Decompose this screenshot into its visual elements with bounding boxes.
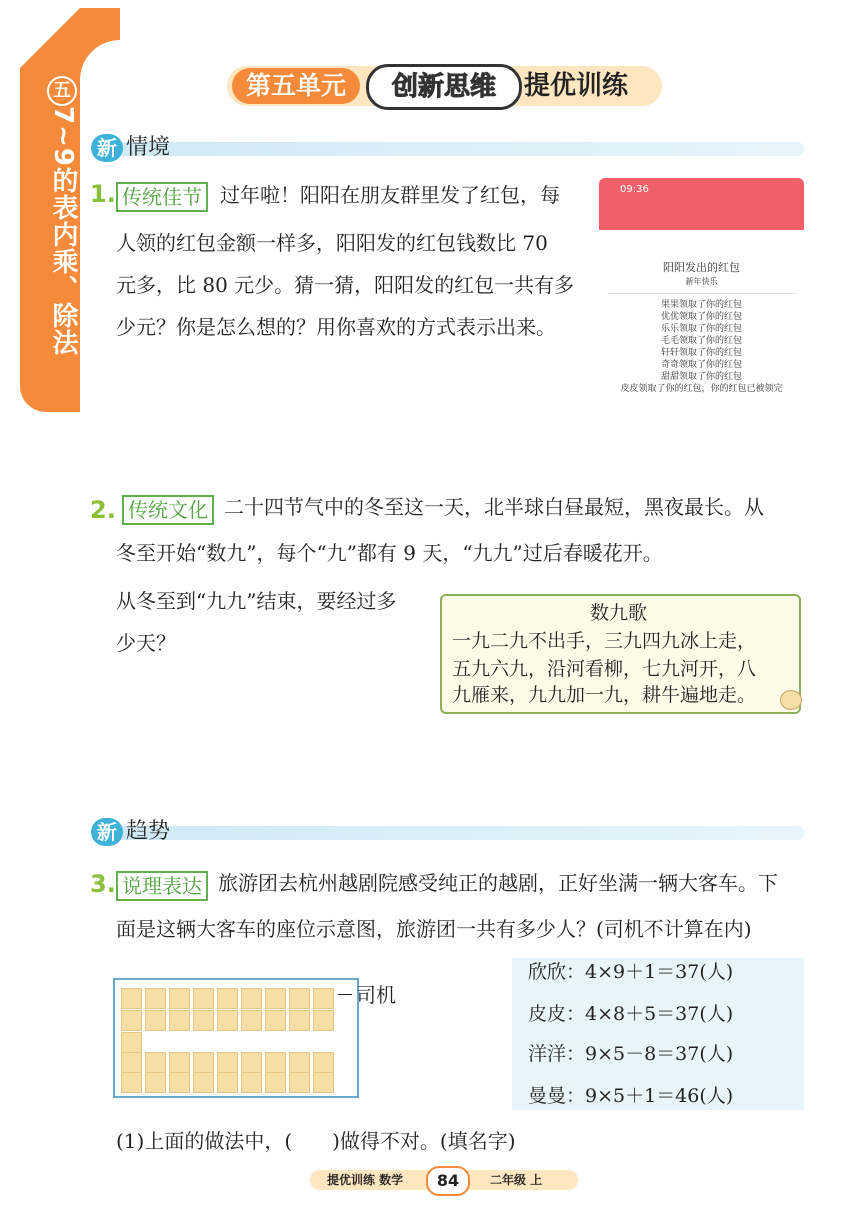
title-training: 提优训练 xyxy=(524,71,629,101)
unit-number-badge: 五 xyxy=(47,76,77,106)
red-packet-row: 甜甜领取了你的红包 xyxy=(660,372,742,382)
student-answer: 欣欣：4×9＋1＝37(人) xyxy=(528,961,734,983)
red-packet-row: 果果领取了你的红包 xyxy=(660,300,742,310)
poem-line: 一九二九不出手，三九四九冰上走， xyxy=(452,630,757,652)
section-badge: 新 xyxy=(91,818,123,846)
driver-pointer xyxy=(338,994,352,995)
page-number: 84 xyxy=(426,1166,470,1196)
q3-sub-question: (1)上面的做法中，( )做得不对。(填名字) xyxy=(116,1129,516,1153)
q1-line: 过年啦！阳阳在朋友群里发了红包，每 xyxy=(220,183,560,207)
q1-line: 元多，比 80 元少。猜一猜，阳阳发的红包一共有多 xyxy=(116,273,575,297)
footer-book: 提优训练 数学 xyxy=(327,1173,404,1187)
student-answer: 洋洋：9×5－8＝37(人) xyxy=(528,1043,734,1065)
red-packet-subtitle: 新年快乐 xyxy=(685,277,718,286)
bus-seat-diagram xyxy=(113,978,359,1098)
poem-line: 九雁来，九九加一九，耕牛遍地走。 xyxy=(452,684,757,706)
red-packet-row: 奇奇领取了你的红包 xyxy=(660,360,742,370)
red-packet-title: 阳阳发出的红包 xyxy=(663,261,740,274)
driver-label: 司机 xyxy=(356,983,396,1007)
student-answer: 曼曼：9×5＋1＝46(人) xyxy=(528,1085,734,1107)
question-number: 1. xyxy=(90,180,116,208)
question-tag: 说理表达 xyxy=(116,871,208,901)
q2-line: 二十四节气中的冬至这一天，北半球白昼最短，黑夜最长。从 xyxy=(224,495,764,519)
q1-line: 人领的红包金额一样多，阳阳发的红包钱数比 70 xyxy=(116,231,548,255)
q2-line: 冬至开始“数九”，每个“九”都有 9 天，“九九”过后春暖花开。 xyxy=(116,541,663,565)
question-number: 2. xyxy=(90,496,116,524)
student-answer: 皮皮：4×8＋5＝37(人) xyxy=(528,1003,734,1025)
q3-line: 面是这辆大客车的座位示意图，旅游团一共有多少人？(司机不计算在内) xyxy=(116,917,752,941)
question-tag: 传统佳节 xyxy=(116,182,208,212)
red-packet-row: 乐乐领取了你的红包 xyxy=(660,324,742,334)
question-number: 3. xyxy=(90,870,116,898)
q2-question: 少天？ xyxy=(116,631,176,655)
red-packet-row: 轩轩领取了你的红包 xyxy=(660,348,742,358)
unit-title-vertical: 7~9的表内乘、除法 xyxy=(48,106,78,356)
red-packet-row: 毛毛领取了你的红包 xyxy=(660,336,742,346)
title-innovation: 创新思维 xyxy=(366,64,522,110)
red-packet-row: 优优领取了你的红包 xyxy=(660,312,742,322)
poem-line: 五九六九，沿河看柳，七九河开，八 xyxy=(452,658,757,680)
section-badge: 新 xyxy=(91,134,123,162)
q1-line: 少元？你是怎么想的？用你喜欢的方式表示出来。 xyxy=(116,315,556,339)
phone-time: 09:36 xyxy=(620,184,649,195)
question-tag: 传统文化 xyxy=(122,495,214,525)
footer-grade: 二年级 上 xyxy=(490,1173,543,1187)
section-line xyxy=(110,826,804,840)
section-label: 趋势 xyxy=(126,819,171,844)
section-label: 情境 xyxy=(126,135,171,160)
phone-divider xyxy=(608,293,796,294)
snail-icon xyxy=(780,690,802,710)
q2-question: 从冬至到“九九”结束，要经过多 xyxy=(116,589,397,613)
section-line xyxy=(110,142,804,156)
poem-title: 数九歌 xyxy=(589,602,647,624)
q3-line: 旅游团去杭州越剧院感受纯正的越剧，正好坐满一辆大客车。下 xyxy=(218,871,778,895)
title-unit: 第五单元 xyxy=(232,68,360,104)
red-packet-row: 皮皮领取了你的红包，你的红包已被领完 xyxy=(620,384,783,394)
